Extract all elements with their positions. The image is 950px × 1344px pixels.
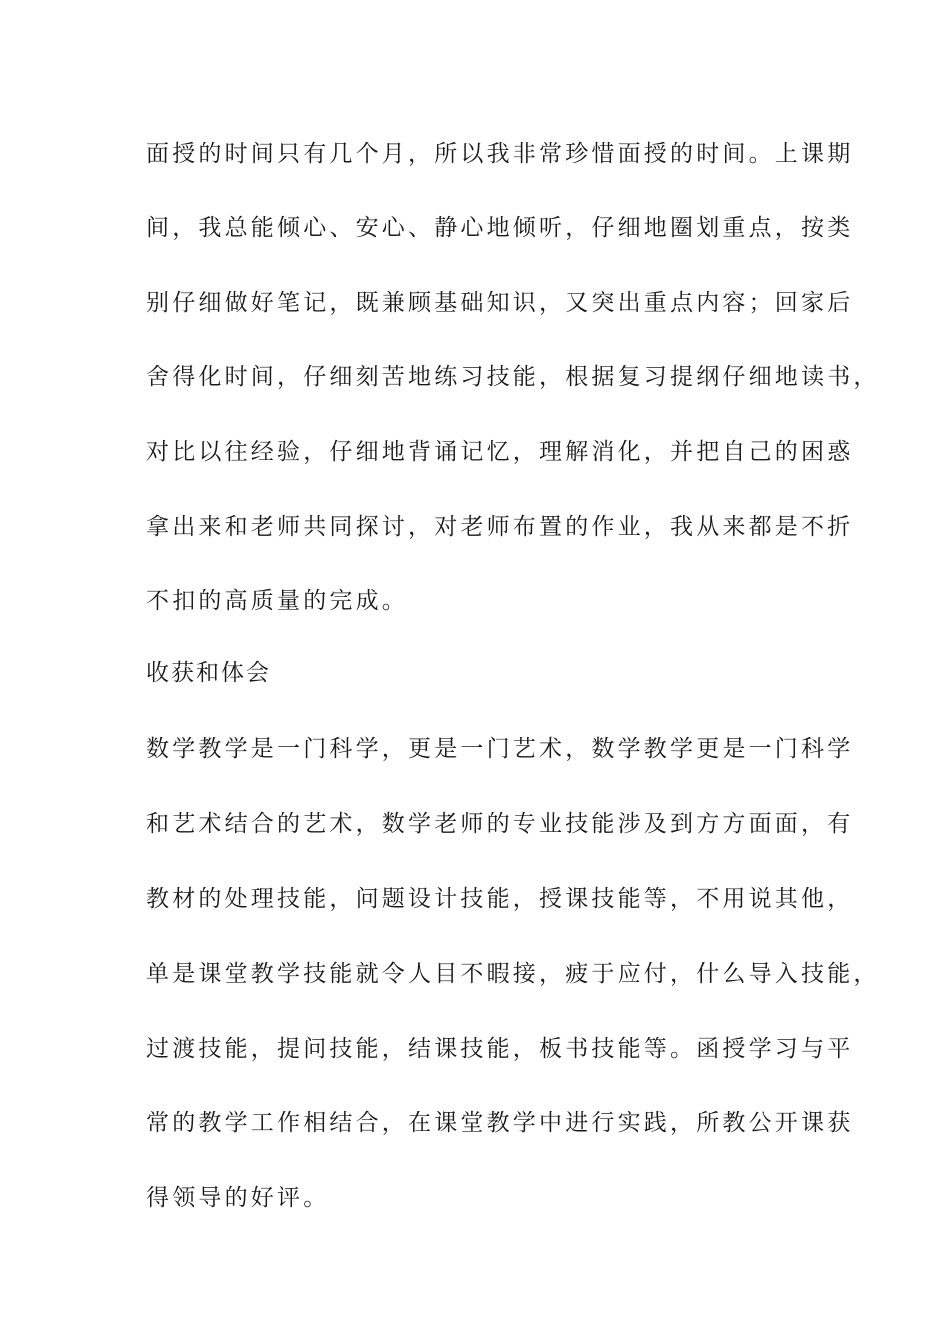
paragraph-1-line-7: 不扣的高质量的完成。	[146, 588, 408, 614]
paragraph-2-line-2: 和艺术结合的艺术，数学老师的专业技能涉及到方方面面，有	[146, 811, 854, 837]
paragraph-1-line-1: 面授的时间只有几个月，所以我非常珍惜面授的时间。上课期	[146, 141, 854, 167]
paragraph-2-line-4: 单是课堂教学技能就令人目不暇接，疲于应付，什么导入技能，	[146, 961, 880, 987]
paragraph-1-line-6: 拿出来和老师共同探讨，对老师布置的作业，我从来都是不折	[146, 514, 854, 540]
paragraph-1-line-5: 对比以往经验，仔细地背诵记忆，理解消化，并把自己的困惑	[146, 439, 854, 465]
paragraph-1-line-3: 别仔细做好笔记，既兼顾基础知识，又突出重点内容；回家后	[146, 290, 854, 316]
paragraph-2-line-1: 数学教学是一门科学，更是一门艺术，数学教学更是一门科学	[146, 736, 854, 762]
paragraph-2-line-7: 得领导的好评。	[146, 1185, 330, 1211]
paragraph-1-line-4: 舍得化时间，仔细刻苦地练习技能，根据复习提纲仔细地读书，	[146, 364, 880, 390]
paragraph-2-line-3: 教材的处理技能，问题设计技能，授课技能等，不用说其他，	[146, 886, 854, 912]
section-heading: 收获和体会	[146, 660, 271, 686]
paragraph-2-line-5: 过渡技能，提问技能，结课技能，板书技能等。函授学习与平	[146, 1036, 854, 1062]
paragraph-1-line-2: 间，我总能倾心、安心、静心地倾听，仔细地圈划重点，按类	[146, 215, 854, 241]
paragraph-2-line-6: 常的教学工作相结合，在课堂教学中进行实践，所教公开课获	[146, 1110, 854, 1136]
